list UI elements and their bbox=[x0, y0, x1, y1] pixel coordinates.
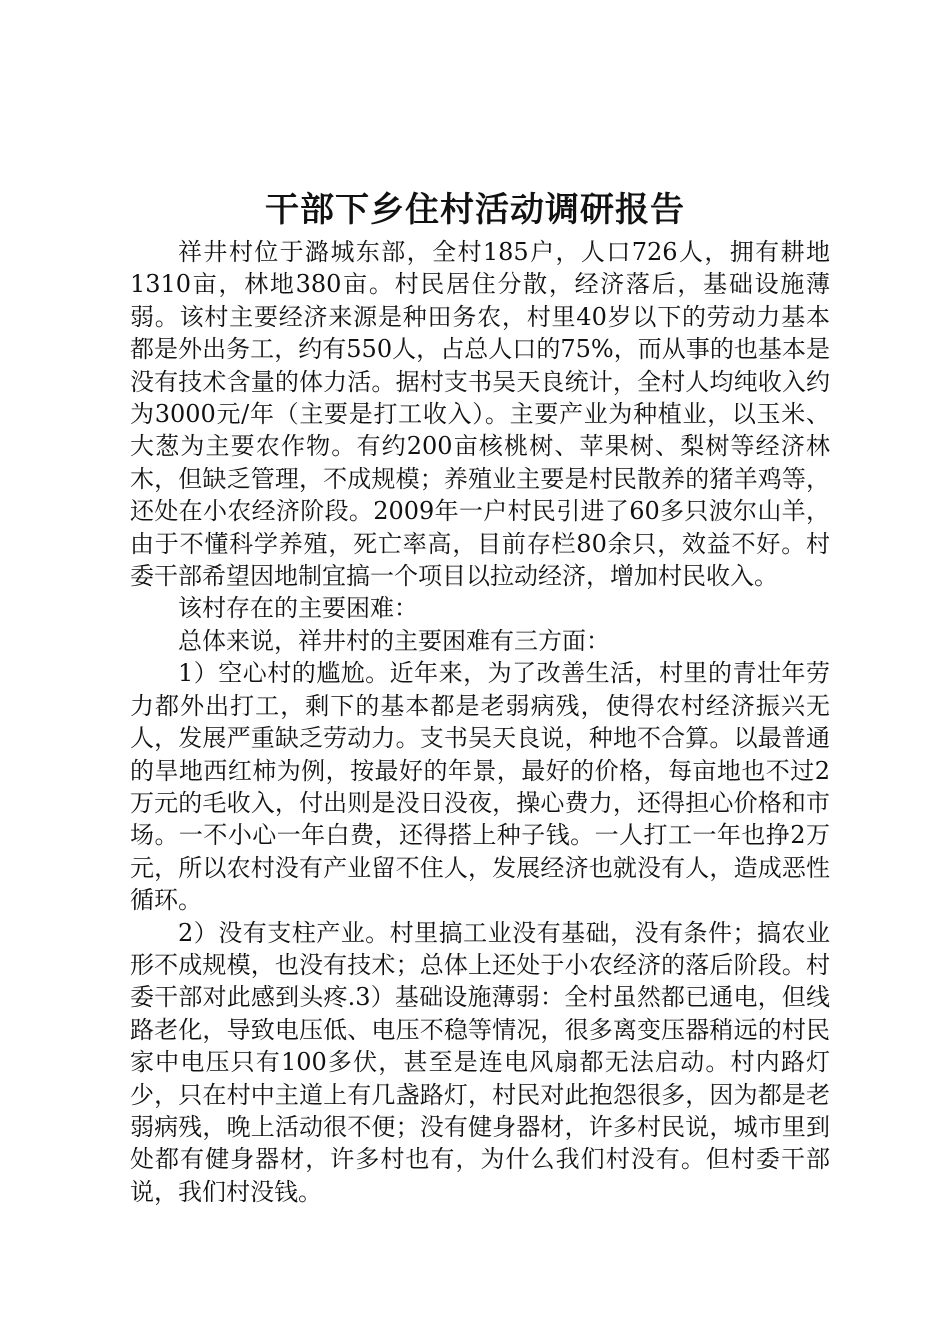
paragraph-no-pillar-industry: 2）没有支柱产业。村里搞工业没有基础，没有条件；搞农业形不成规模，也没有技术；总体上还处于小农经济的落后阶段。村委干部对此感到头疼.3）基础设施薄弱：全村虽然都已通电，但线路老化，导致电压低、电压不稳等情况，很多离变压器稍远的村民家中电压只有100多伏，甚至是连电风扇都无法启动。村内路灯少，只在村中主道上有几盏路灯，村民对此抱怨很多，因为都是老弱病残，晚上活动很不便；没有健身器材，许多村民说，城市里到处都有健身器材，许多村也有，为什么我们村没有。但村委干部说，我们村没钱。 bbox=[130, 918, 830, 1206]
paragraph-village-overview: 祥井村位于潞城东部，全村185户，人口726人，拥有耕地1310亩，林地380亩。村民居住分散，经济落后，基础设施薄弱。该村主要经济来源是种田务农，村里40岁以下的劳动力基本都是外出务工，约有550人，占总人口的75%，而从事的也基本是没有技术含量的体力活。据村支书吴天良统计，全村人均纯收入约为3000元/年（主要是打工收入）。主要产业为种植业，以玉米、大葱为主要农作物。有约200亩核桃树、苹果树、梨树等经济林木，但缺乏管理，不成规模；养殖业主要是村民散养的猪羊鸡等，还处在小农经济阶段。2009年一户村民引进了60多只波尔山羊，由于不懂科学养殖，死亡率高，目前存栏80余只，效益不好。村委干部希望因地制宜搞一个项目以拉动经济，增加村民收入。 bbox=[130, 238, 830, 591]
paragraph-difficulties-heading: 该村存在的主要困难： bbox=[178, 594, 418, 623]
paragraph-difficulties-summary: 总体来说，祥井村的主要困难有三方面： bbox=[178, 626, 610, 655]
paragraph-hollow-village: 1）空心村的尴尬。近年来，为了改善生活，村里的青壮年劳力都外出打工，剩下的基本都是老弱病残，使得农村经济振兴无人，发展严重缺乏劳动力。支书吴天良说，种地不合算。以最普通的旱地西红柿为例，按最好的年景，最好的价格，每亩地也不过2万元的毛收入，付出则是没日没夜，操心费力，还得担心价格和市场。一不小心一年白费，还得搭上种子钱。一人打工一年也挣2万元，所以农村没有产业留不住人，发展经济也就没有人，造成恶性循环。 bbox=[130, 659, 830, 915]
document-body bbox=[130, 236, 830, 1208]
document-title: 干部下乡住村活动调研报告 bbox=[265, 190, 685, 230]
